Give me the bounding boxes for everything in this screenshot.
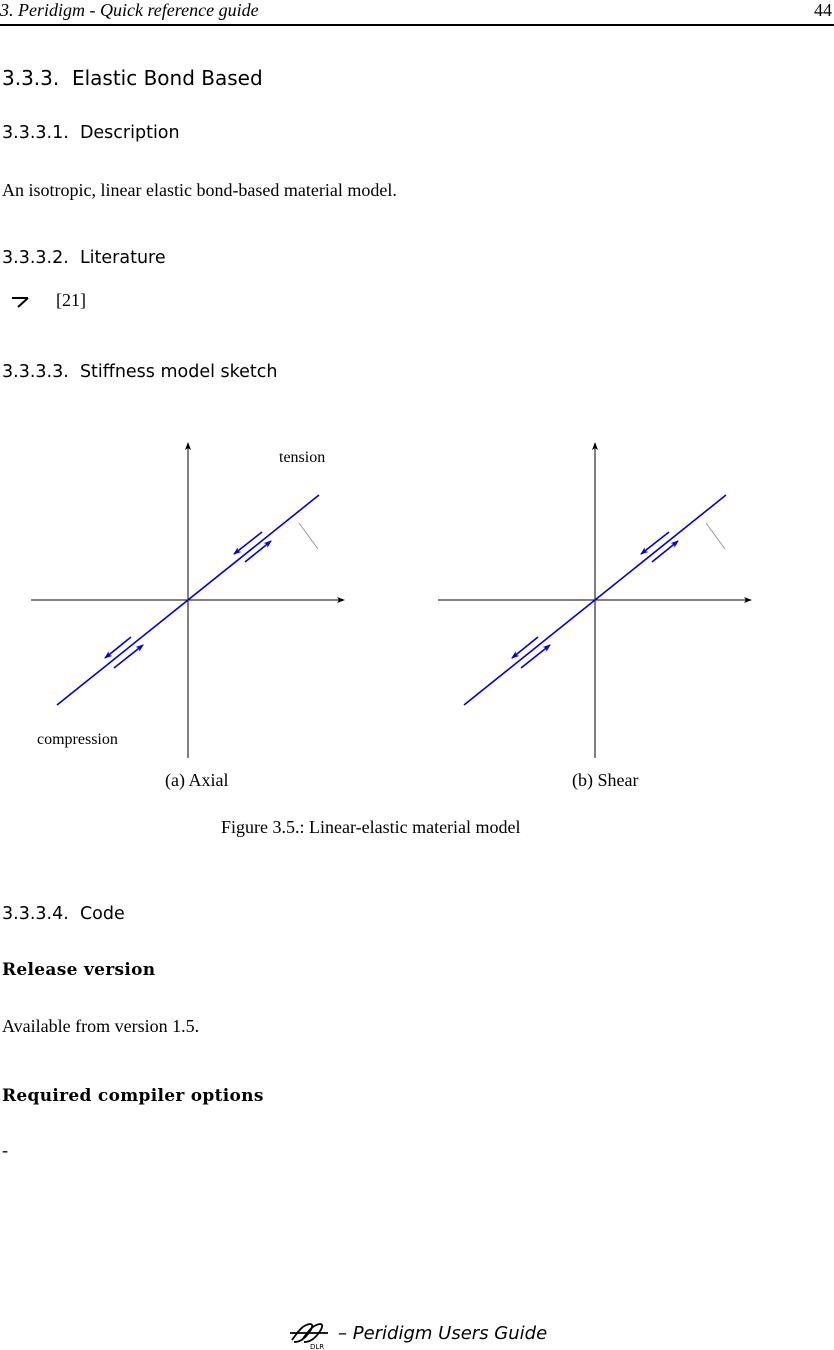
axial-slope-leader: [299, 523, 318, 549]
compiler-options-text: -: [2, 1140, 8, 1160]
shear-lower-arrow-down: [512, 637, 538, 658]
dlr-logo-icon: [288, 1320, 334, 1350]
description-number: 3.3.3.1.: [2, 123, 69, 143]
description-text: An isotropic, linear elastic bond-based material model.: [2, 180, 397, 200]
axial-diagram: [0, 430, 380, 770]
dlr-logo-text: DLR: [310, 1343, 325, 1350]
section-heading: [2, 66, 263, 90]
release-version-text: Available from version 1.5.: [2, 1016, 200, 1036]
shear-subcaption: (b) Shear: [572, 770, 639, 790]
section-title: Elastic Bond Based: [71, 66, 263, 90]
stiffness-number: 3.3.3.3.: [2, 362, 69, 382]
literature-title: Literature: [79, 248, 166, 268]
footer-text: – Peridigm Users Guide: [338, 1323, 548, 1344]
description-title: Description: [79, 123, 180, 143]
axial-subcaption: (a) Axial: [165, 770, 229, 790]
literature-number: 3.3.3.2.: [2, 248, 69, 268]
header-rule: [0, 24, 834, 26]
shear-diagram: [407, 430, 787, 770]
figure-caption: Figure 3.5.: Linear-elastic material model: [221, 817, 521, 837]
literature-heading: [2, 248, 166, 268]
section-number: 3.3.3.: [2, 66, 60, 90]
stiffness-title: Stiffness model sketch: [79, 362, 278, 382]
running-header-title: 3. Peridigm - Quick reference guide: [0, 0, 259, 20]
code-heading: [2, 904, 125, 924]
compiler-options-heading: Required compiler options: [2, 1086, 264, 1106]
tension-label: tension: [279, 449, 326, 466]
shear-slope-leader: [706, 523, 725, 549]
description-heading: [2, 123, 180, 143]
release-version-heading: Release version: [2, 960, 156, 980]
code-title: Code: [79, 904, 125, 924]
stiffness-heading: [2, 362, 278, 382]
axial-compression-arrow-down: [105, 637, 131, 658]
compression-label: compression: [37, 731, 118, 748]
page-number: 44: [814, 0, 832, 20]
arrow-bullet-icon: [10, 294, 38, 310]
code-number: 3.3.3.4.: [2, 904, 69, 924]
literature-ref-link[interactable]: [21]: [56, 290, 86, 310]
